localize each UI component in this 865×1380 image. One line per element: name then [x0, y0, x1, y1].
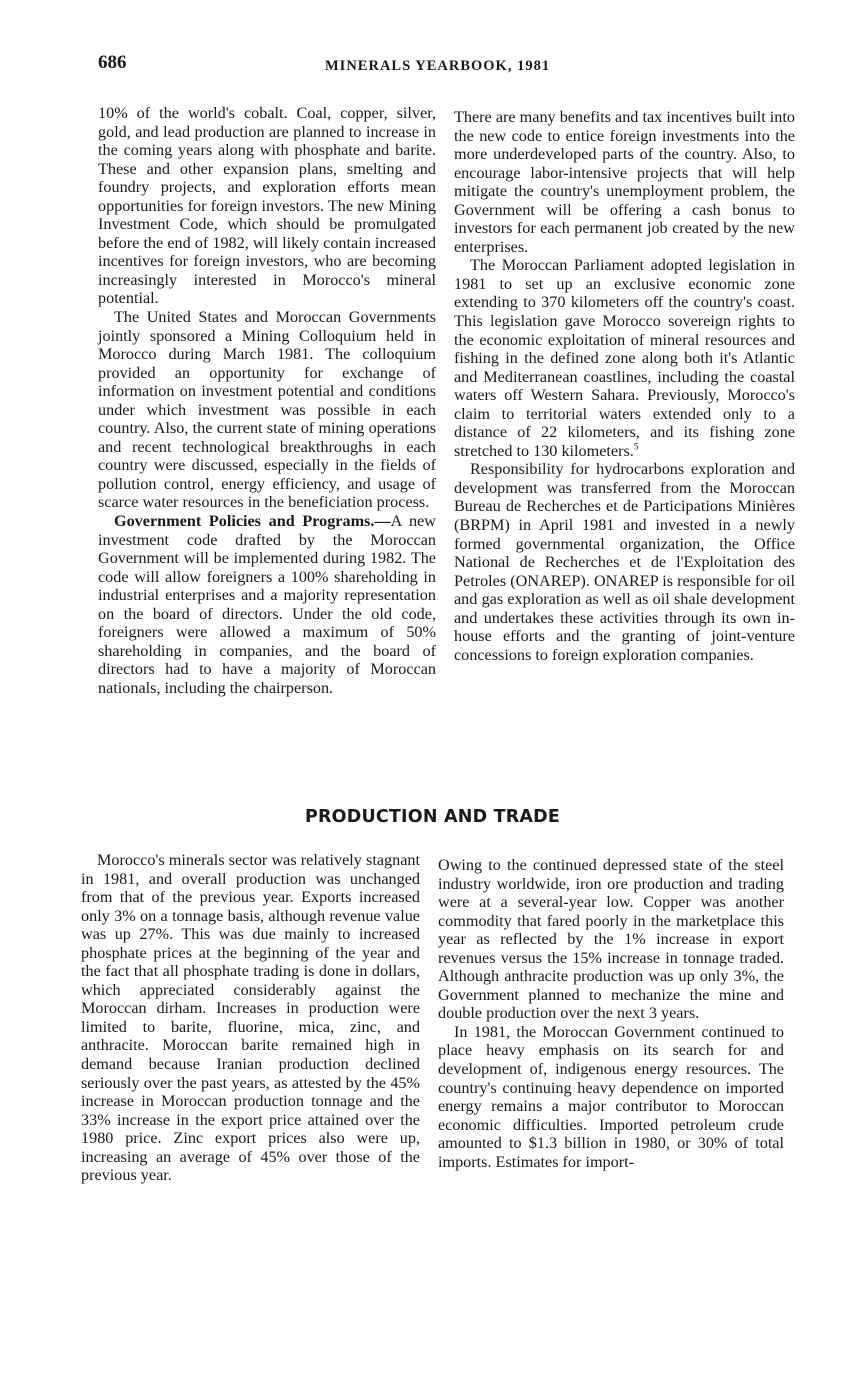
paragraph-text: A new investment code drafted by the Moroccan Government will be implemented during 1982. The code will allow foreigners a 100% shareholding in industrial enterprises and a majority representation on the board of directors. Under the old code, foreigners were allowed a maximum of 50% shareholding in companies, and the board of directors had to have a majority of Moroccan nationals, including the chairperson. [98, 512, 436, 697]
paragraph: Morocco's minerals sector was relatively stagnant in 1981, and overall production was unchanged from that of the previous year. Exports increased only 3% on a tonnage basis, although revenue value was up 27%. This was due mainly to increased phosphate prices at the beginning of the year and the fact that all phosphate trading is done in dollars, which appreciated considerably against the Moroccan dirham. Increases in production were limited to barite, fluorine, mica, zinc, and anthracite. Moroccan barite remained high in demand because Iranian production declined seriously over the past years, as attested by the 45% increase in Moroccan production tonnage and the 33% increase in the export price attained over the 1980 price. Zinc export prices also were up, increasing an average of 45% over those of the previous year. [81, 851, 420, 1185]
paragraph: Owing to the continued depressed state of the steel industry worldwide, iron ore production and trading were at a several-year low. Copper was another commodity that fared poorly in the marketplace this year as reflected by the 1% increase in export revenues versus the 15% increase in tonnage traded. Although anthracite production was up only 3%, the Government planned to mechanize the mine and double production over the next 3 years. [438, 856, 784, 1023]
running-title: MINERALS YEARBOOK, 1981 [325, 58, 551, 74]
paragraph [454, 256, 795, 460]
paragraph: The United States and Moroccan Governments jointly sponsored a Mining Colloquium held in Morocco during March 1981. The colloquium provided an opportunity for exchange of information on investment potential and conditions under which investment was possible in each country. Also, the current state of mining operations and recent technological breakthroughs in each country were discussed, especially in the fields of pollution control, energy efficiency, and usage of scarce water resources in the beneficiation process. [98, 308, 436, 512]
section-heading: PRODUCTION AND TRADE [304, 807, 561, 827]
top-right-column [454, 108, 795, 664]
paragraph: 10% of the world's cobalt. Coal, copper, silver, gold, and lead production are planned to increase in the coming years along with phosphate and barite. These and other expansion plans, smelting and foundry projects, and exploration efforts mean opportunities for foreign investors. The new Mining Investment Code, which should be promulgated before the end of 1982, will likely contain increased incentives for foreign investors, who are becoming increasingly interested in Morocco's mineral potential. [98, 104, 436, 308]
paragraph-text: The Moroccan Parliament adopted legislation in 1981 to set up an exclusive economic zone extending to 370 kilometers off the country's coast. This legislation gave Morocco sovereign rights to the economic exploitation of mineral resources and fishing in the defined zone along both it's Atlantic and Mediterranean coastlines, including the coastal waters off Western Sahara. Previously, Morocco's claim to territorial waters extended only to a distance of 22 kilometers, and its fishing zone stretched to 130 kilometers. [454, 256, 795, 460]
page-number: 686 [98, 52, 127, 73]
footnote-marker: 5 [633, 441, 639, 452]
paragraph: There are many benefits and tax incentives built into the new code to entice foreign investments into the more underdeveloped parts of the country. Also, to encourage labor-intensive projects that will help mitigate the country's unemployment problem, the Government will be offering a cash bonus to investors for each permanent job created by the new enterprises. [454, 108, 795, 256]
top-left-column [98, 104, 436, 698]
paragraph: Responsibility for hydrocarbons exploration and development was transferred from the Moroccan Bureau de Recherches et de Participations Minières (BRPM) in April 1981 and invested in a newly formed governmental organization, the Office National de Recherches et de l'Exploitation des Petroles (ONAREP). ONAREP is responsible for oil and gas exploration as well as oil shale development and undertakes these activities through its own in-house efforts and the granting of joint-venture concessions to foreign exploration companies. [454, 460, 795, 664]
paragraph: In 1981, the Moroccan Government continued to place heavy emphasis on its search for and development of, indigenous energy resources. The country's continuing heavy dependence on imported energy remains a major contributor to Moroccan economic difficulties. Imported petroleum crude amounted to $1.3 billion in 1980, or 30% of total imports. Estimates for import- [438, 1022, 784, 1171]
bottom-left-column [81, 851, 420, 1185]
paragraph [98, 512, 436, 697]
bottom-right-column [438, 856, 784, 1171]
run-in-heading: Government Policies and Programs.— [114, 512, 391, 531]
